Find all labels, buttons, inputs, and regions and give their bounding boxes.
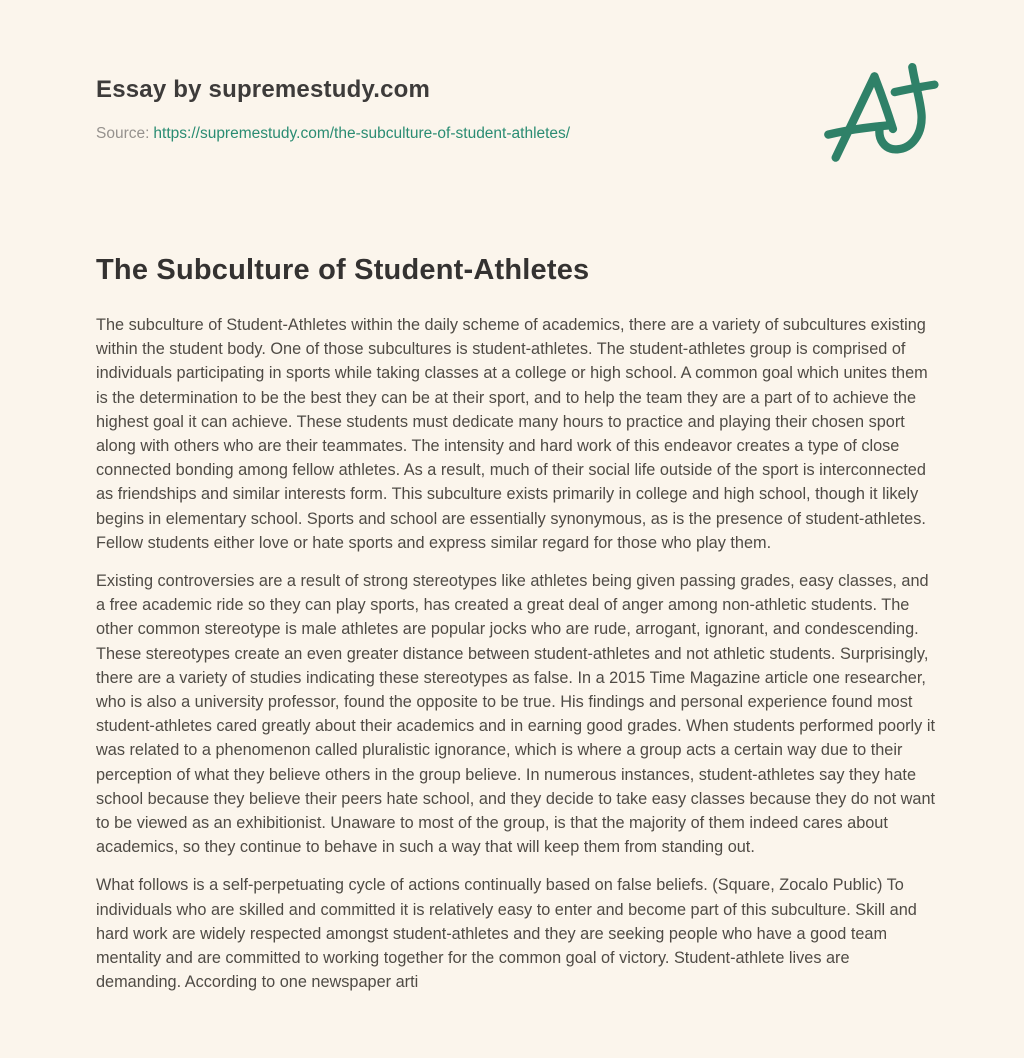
essay-paragraph: Existing controversies are a result of strong stereotypes like athletes being given passing grades, easy classes, and a free academic ride so they can play sports, has created a great deal of anger among non-athletic students. The other common stereotype is male athletes are popular jocks who are rude, arrogant, ignorant, and condescending. These stereotypes create an even greater distance between student-athletes and not athletic students. Surprisingly, there are a variety of studies indicating these stereotypes as false. In a 2015 Time Magazine article one researcher, who is also a university professor, found the opposite to be true. His findings and personal experience found most student-athletes cared greatly about their academics and in earning good grades. When students performed poorly it was related to a phenomenon called pluralistic ignorance, which is where a group acts a certain way due to their perception of what they believe others in the group believe. In numerous instances, student-athletes say they hate school because they believe their peers hate school, and they decide to take easy classes because they do not want to be viewed as an exhibitionist. Unaware to most of the group, is that the majority of them indeed cares about academics, so they continue to behave in such a way that will keep them from standing out. xyxy=(96,572,936,857)
source-link[interactable]: https://supremestudy.com/the-subculture-of-student-athletes/ xyxy=(153,125,571,142)
a-plus-logo-icon xyxy=(820,60,940,174)
essay-paragraph: The subculture of Student-Athletes within the daily scheme of academics, there are a variety of subcultures existing within the student body. One of those subcultures is student-athletes. The student-athletes group is comprised of individuals participating in sports while taking classes at a college or high school. A common goal which unites them is the determination to be the best they can be at their sport, and to help the team they are a part of to achieve the highest goal it can achieve. These students must dedicate many hours to practice and playing their chosen sport along with others who are their teammates. The intensity and hard work of this endeavor creates a type of close connected bonding among fellow athletes. As a result, much of their social life outside of the sport is interconnected as friendships and similar interests form. This subculture exists primarily in college and high school, though it likely begins in elementary school. Sports and school are essentially synonymous, as is the presence of student-athletes. Fellow students either love or hate sports and express similar regard for those who play them. xyxy=(96,316,928,552)
byline: Essay by supremestudy.com xyxy=(96,76,431,103)
essay-body xyxy=(96,313,936,1008)
source-label: Source: xyxy=(96,125,150,142)
source-row xyxy=(96,125,570,143)
essay-title: The Subculture of Student-Athletes xyxy=(96,254,590,286)
essay-paragraph: What follows is a self-perpetuating cycle of actions continually based on false beliefs. (Square, Zocalo Public) To individuals who are skilled and committed it is relatively easy to enter and become part of this subculture. Skill and hard work are widely respected amongst student-athletes and they are seeking people who have a good team mentality and are committed to working together for the common goal of victory. Student-athlete lives are demanding. According to one newspaper arti xyxy=(96,876,917,992)
